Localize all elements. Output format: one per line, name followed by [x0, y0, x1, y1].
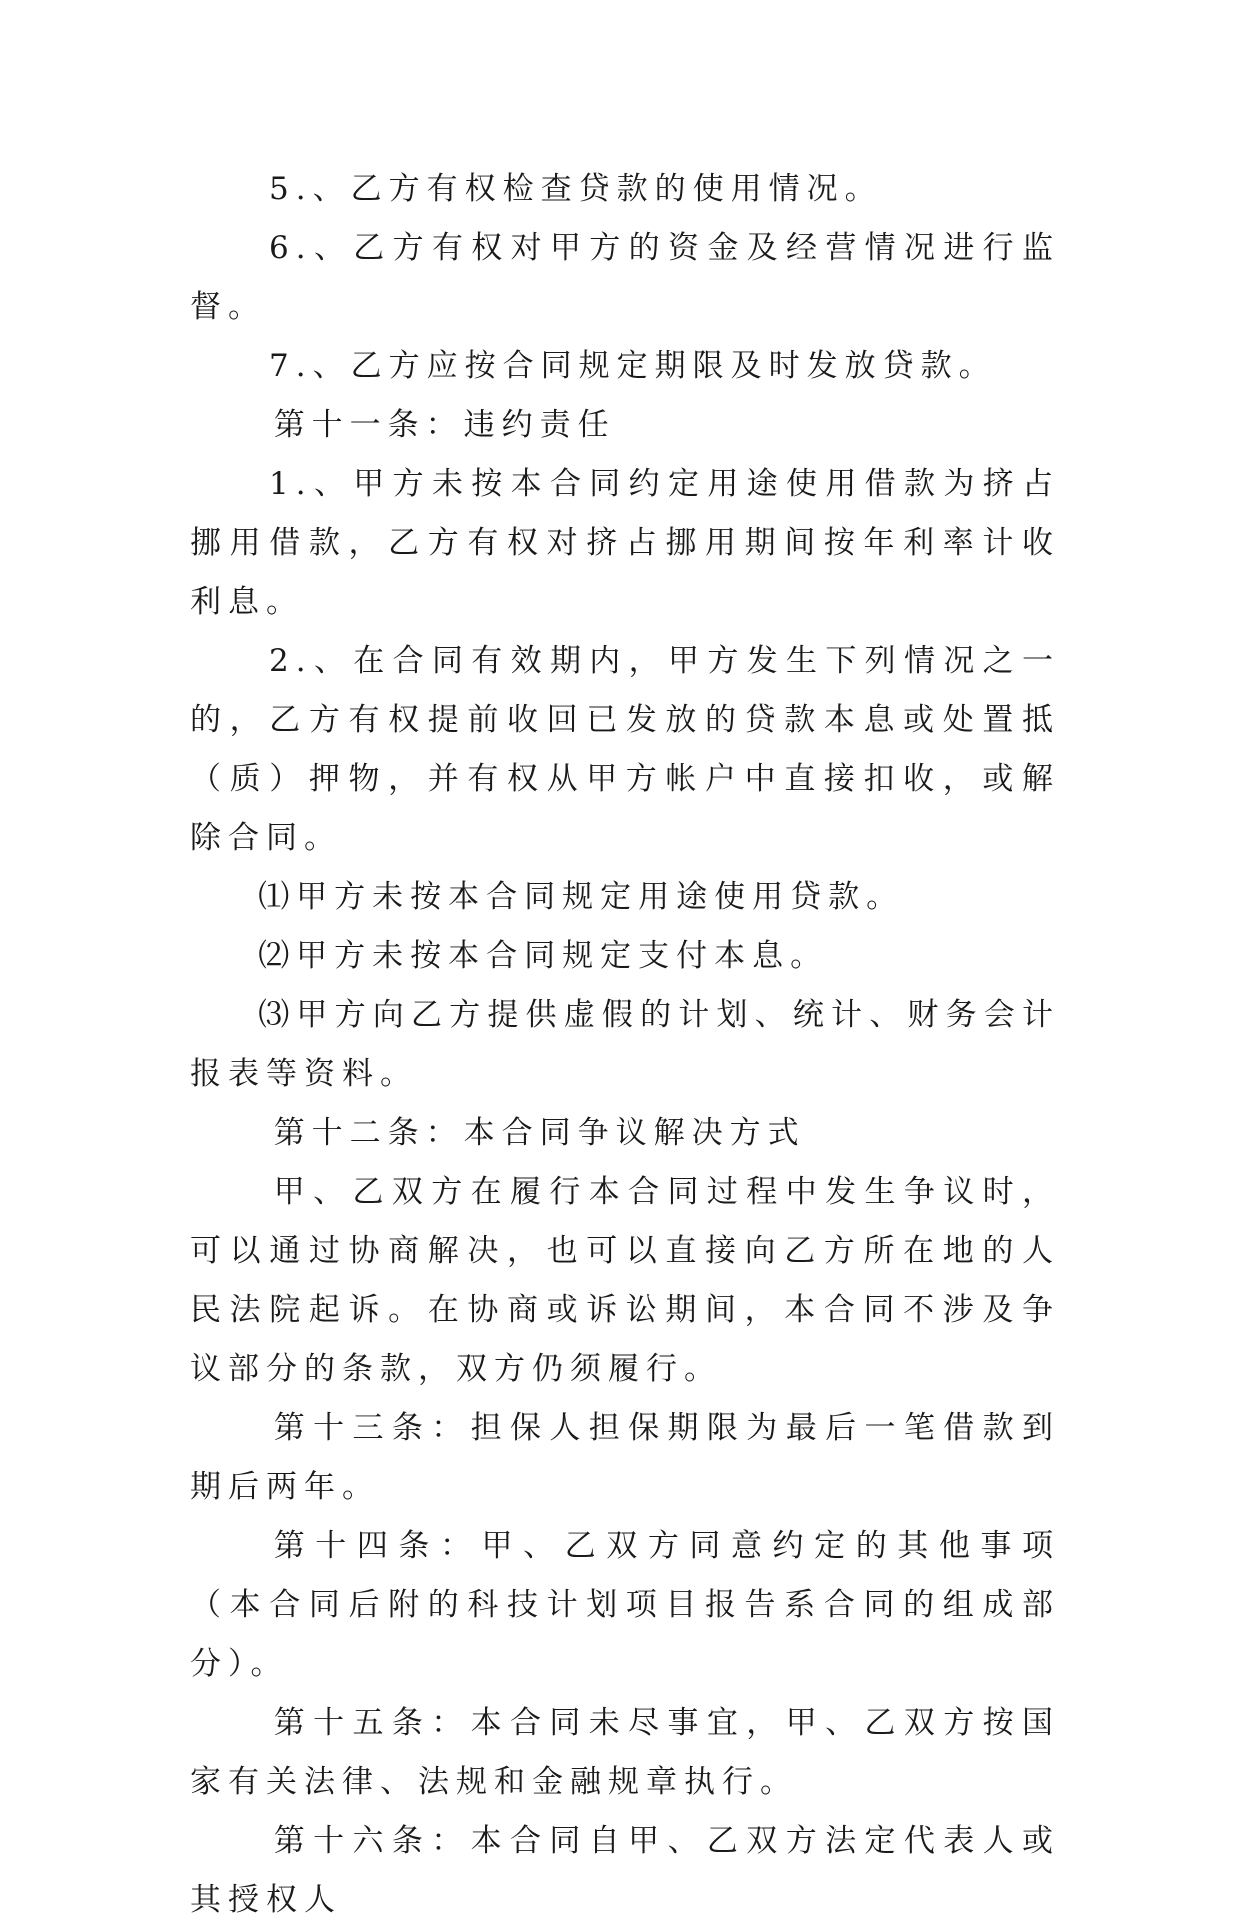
clause-item-5: 5.、乙方有权检查贷款的使用情况。 [269, 171, 883, 207]
clause-item-6: 6.、乙方有权对甲方的资金及经营情况进行监督。 [190, 230, 1060, 325]
article-14: 第十四条：甲、乙双方同意约定的其他事项（本合同后附的科技计划项目报告系合同的组成部分）。 [190, 1528, 1060, 1682]
article-11-subitem-2: ⑵甲方未按本合同规定支付本息。 [258, 938, 829, 974]
document-body [190, 160, 1060, 1930]
article-11-heading: 第十一条：违约责任 [273, 407, 616, 443]
article-11-subitem-1: ⑴甲方未按本合同规定用途使用贷款。 [258, 879, 905, 915]
article-11-item-1: 1.、甲方未按本合同约定用途使用借款为挤占挪用借款，乙方有权对挤占挪用期间按年利率计收利息。 [190, 466, 1060, 620]
article-16: 第十六条：本合同自甲、乙双方法定代表人或其授权人 [190, 1823, 1060, 1918]
article-15: 第十五条：本合同未尽事宜，甲、乙双方按国家有关法律、法规和金融规章执行。 [190, 1705, 1060, 1800]
clause-item-7: 7.、乙方应按合同规定期限及时发放贷款。 [269, 348, 997, 384]
article-12-body: 甲、乙双方在履行本合同过程中发生争议时，可以通过协商解决，也可以直接向乙方所在地的人民法院起诉。在协商或诉讼期间，本合同不涉及争议部分的条款，双方仍须履行。 [190, 1174, 1060, 1387]
article-12-heading: 第十二条：本合同争议解决方式 [273, 1115, 806, 1151]
article-11-item-2: 2.、在合同有效期内，甲方发生下列情况之一的，乙方有权提前收回已发放的贷款本息或处置抵（质）押物，并有权从甲方帐户中直接扣收，或解除合同。 [190, 643, 1060, 856]
article-13: 第十三条：担保人担保期限为最后一笔借款到期后两年。 [190, 1410, 1060, 1505]
article-11-subitem-3: ⑶甲方向乙方提供虚假的计划、统计、财务会计报表等资料。 [190, 997, 1060, 1092]
